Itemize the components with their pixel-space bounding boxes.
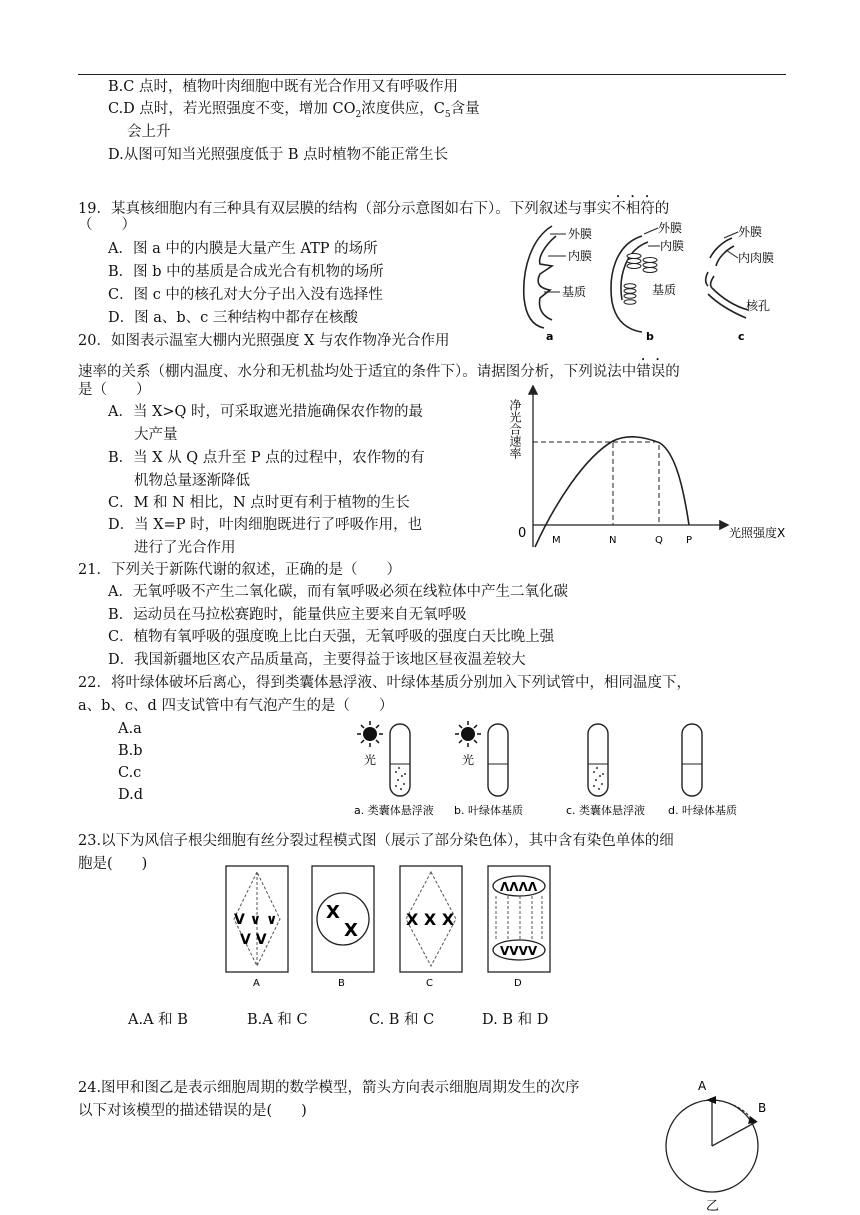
q20-option-b-cont: 机物总量逐渐降低 xyxy=(134,473,250,489)
svg-text:b: b xyxy=(646,330,654,343)
svg-text:V ∨ ∨: V ∨ ∨ xyxy=(234,912,278,928)
q22-stem-2: a、b、c、d 四支试管中有气泡产生的是（ ） xyxy=(78,698,394,714)
q20-stem-3: 是（ ） xyxy=(78,382,151,398)
svg-text:X X X: X X X xyxy=(406,910,455,929)
q19-stem: 19．某真核细胞内有三种具有双层膜的结构（部分示意图如右下）。下列叙述与事实不相符的 xyxy=(78,201,670,217)
svg-text:内肉膜: 内肉膜 xyxy=(738,251,775,265)
q21-stem: 21．下列关于新陈代谢的叙述，正确的是（ ） xyxy=(78,562,401,578)
q22-option-d: D.d xyxy=(118,787,143,803)
q21-option-a: A．无氧呼吸不产生二氧化碳，而有氧呼吸必须在线粒体中产生二氧化碳 xyxy=(108,584,568,600)
q23-option-d: D. B 和 D xyxy=(482,1012,549,1028)
svg-text:c: c xyxy=(738,330,745,343)
svg-text:c. 类囊体悬浮液: c. 类囊体悬浮液 xyxy=(566,804,646,817)
svg-text:a: a xyxy=(546,330,554,343)
q18-option-b: B.C 点时，植物叶肉细胞中既有光合作用又有呼吸作用 xyxy=(108,79,458,95)
q19-option-c: C．图 c 中的核孔对大分子出入没有选择性 xyxy=(108,287,383,303)
svg-text:乙: 乙 xyxy=(706,1199,720,1214)
top-rule xyxy=(78,74,786,75)
q24-stem-1: 24.图甲和图乙是表示细胞周期的数学模型，箭头方向表示细胞周期发生的次序 xyxy=(78,1080,580,1096)
q19-option-d: D．图 a、b、c 三种结构中都存在核酸 xyxy=(108,310,358,326)
q19-organelle-figure xyxy=(512,218,788,344)
q23-stem-2: 胞是( ) xyxy=(78,856,148,872)
svg-text:光: 光 xyxy=(462,753,475,767)
q24-cycle-figure xyxy=(660,1074,780,1215)
svg-text:X: X xyxy=(326,902,340,923)
svg-text:N: N xyxy=(609,535,617,546)
svg-text:C: C xyxy=(426,978,433,989)
svg-text:B: B xyxy=(758,1101,767,1115)
svg-text:d. 叶绿体基质: d. 叶绿体基质 xyxy=(668,804,737,817)
q23-option-c: C. B 和 C xyxy=(369,1012,435,1028)
sun-icon-a xyxy=(357,721,383,747)
svg-text:外膜: 外膜 xyxy=(568,227,593,241)
svg-text:VVVV: VVVV xyxy=(500,944,538,958)
svg-text:外膜: 外膜 xyxy=(658,221,683,235)
q22-stem-1: 22．将叶绿体破坏后离心，得到类囊体悬浮液、叶绿体基质分别加入下列试管中，相同温度下， xyxy=(78,675,691,691)
svg-text:光: 光 xyxy=(364,753,377,767)
q19-option-b: B．图 b 中的基质是合成光合有机物的场所 xyxy=(108,264,384,280)
q20-stem-2: 速率的关系（棚内温度、水分和无机盐均处于适宜的条件下）。请据图分析，下列说法中错误的 xyxy=(78,364,680,380)
svg-text:ΛΛΛΛ: ΛΛΛΛ xyxy=(500,880,538,894)
svg-text:内膜: 内膜 xyxy=(660,239,685,253)
svg-text:核孔: 核孔 xyxy=(746,299,771,313)
q23-option-b: B.A 和 C xyxy=(247,1012,308,1028)
svg-text:X: X xyxy=(344,920,358,941)
q20-stem-1: 20．如图表示温室大棚内光照强度 X 与农作物净光合作用 xyxy=(78,333,450,349)
q23-stem-1: 23.以下为风信子根尖细胞有丝分裂过程模式图（展示了部分染色体），其中含有染色单体的细 xyxy=(78,833,674,849)
svg-text:内膜: 内膜 xyxy=(568,249,593,263)
q22-test-tubes-figure xyxy=(350,718,770,823)
svg-text:D: D xyxy=(514,978,522,989)
q18-option-c: C.D 点时，若光照强度不变，增加 $CO_2$浓度供应，$C_5$含量 xyxy=(108,101,480,120)
svg-text:光照强度X: 光照强度X xyxy=(729,526,786,540)
q24-stem-2: 以下对该模型的描述错误的是( ) xyxy=(78,1103,307,1119)
svg-text:基质: 基质 xyxy=(562,285,587,299)
q20-option-b: B．当 X 从 Q 点升至 P 点的过程中，农作物的有 xyxy=(108,450,425,466)
svg-text:Q: Q xyxy=(655,535,663,546)
q22-option-c: C.c xyxy=(118,765,142,781)
svg-text:V V: V V xyxy=(240,932,267,948)
svg-text:B: B xyxy=(338,978,345,989)
q23-option-a: A.A 和 B xyxy=(128,1012,188,1028)
q20-option-d-cont: 进行了光合作用 xyxy=(134,540,236,556)
q20-option-d: D．当 X=P 时，叶肉细胞既进行了呼吸作用，也 xyxy=(108,517,423,533)
svg-text:净光合速率: 净光合速率 xyxy=(508,399,522,459)
q18-option-d: D.从图可知当光照强度低于 B 点时植物不能正常生长 xyxy=(108,147,449,163)
svg-text:A: A xyxy=(253,978,260,989)
svg-text:A: A xyxy=(698,1079,707,1093)
q19-option-a: A．图 a 中的内膜是大量产生 ATP 的场所 xyxy=(108,241,378,257)
q23-mitosis-figure xyxy=(220,862,560,992)
svg-text:a. 类囊体悬浮液: a. 类囊体悬浮液 xyxy=(354,804,434,817)
svg-text:P: P xyxy=(686,535,693,546)
q22-option-a: A.a xyxy=(118,721,142,737)
q21-option-b: B．运动员在马拉松赛跑时，能量供应主要来自无氧呼吸 xyxy=(108,607,467,623)
q22-option-b: B.b xyxy=(118,743,143,759)
svg-text:外膜: 外膜 xyxy=(738,225,763,239)
sun-icon-b xyxy=(455,721,481,747)
q18-option-c-cont: 会上升 xyxy=(127,124,171,140)
svg-text:M: M xyxy=(552,535,561,546)
svg-text:b. 叶绿体基质: b. 叶绿体基质 xyxy=(454,804,523,817)
q20-option-c: C．M 和 N 相比，N 点时更有利于植物的生长 xyxy=(108,495,410,511)
q20-graph xyxy=(505,385,800,555)
q20-option-a-cont: 大产量 xyxy=(134,427,178,443)
q21-option-d: D．我国新疆地区农产品质量高，主要得益于该地区昼夜温差较大 xyxy=(108,652,526,668)
svg-text:0: 0 xyxy=(518,526,527,541)
q20-option-a: A．当 X>Q 时，可采取遮光措施确保农作物的最 xyxy=(108,404,424,420)
svg-text:基质: 基质 xyxy=(652,283,677,297)
q19-paren: （ ） xyxy=(78,217,136,233)
q21-option-c: C．植物有氧呼吸的强度晚上比白天强，无氧呼吸的强度白天比晚上强 xyxy=(108,629,555,645)
